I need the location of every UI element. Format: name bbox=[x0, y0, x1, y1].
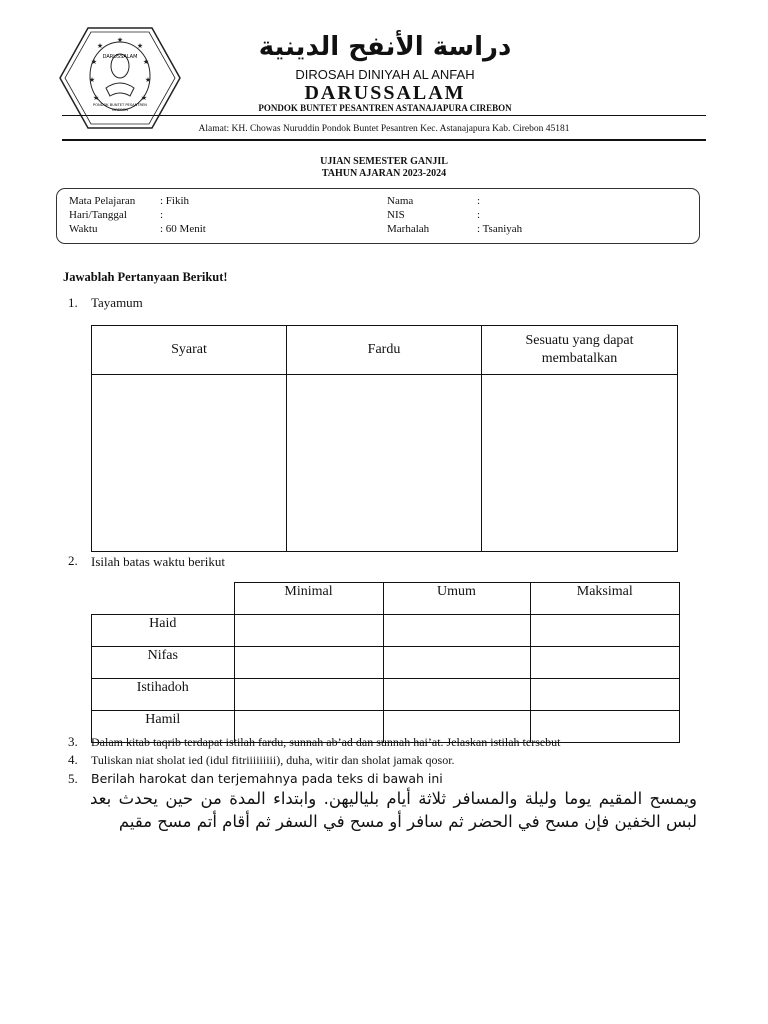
header-divider-thin bbox=[62, 115, 706, 116]
svg-text:★: ★ bbox=[96, 42, 104, 50]
info-value-subject: : Fikih bbox=[160, 195, 190, 207]
question-text-3: Dalam kitab taqrib terdapat istilah fardu, sunnah ab’ad dan sunnah hai’at. Jelaskan istilah tersebut bbox=[91, 735, 561, 749]
answer-cell[interactable] bbox=[530, 647, 680, 679]
svg-text:★: ★ bbox=[144, 76, 152, 84]
question-text-1: Tayamum bbox=[91, 295, 143, 310]
answer-cell-syarat[interactable] bbox=[92, 375, 287, 552]
svg-text:★: ★ bbox=[88, 76, 96, 84]
time-limit-table bbox=[91, 582, 680, 743]
info-label-subject: Mata Pelajaran bbox=[69, 195, 136, 207]
svg-text:★: ★ bbox=[140, 94, 148, 102]
institution-name: DARUSSALAM bbox=[304, 82, 466, 104]
question-text-4: Tuliskan niat sholat ied (idul fitriiiiiiiii), duha, witir dan sholat jamak qosor. bbox=[91, 753, 455, 767]
info-label-nis: NIS bbox=[387, 209, 405, 221]
student-info-box bbox=[56, 188, 700, 244]
svg-text:★: ★ bbox=[90, 58, 98, 66]
table-header-syarat: Syarat bbox=[92, 326, 287, 375]
question-text-5: Berilah harokat dan terjemahnya pada teks di bawah ini bbox=[91, 771, 443, 786]
answer-cell[interactable] bbox=[234, 647, 383, 679]
pondok-name: PONDOK BUNTET PESANTREN ASTANAJAPURA CIREBON bbox=[258, 103, 512, 113]
arabic-passage: ويمسح المقيم يوما وليلة والمسافر ثلاثة أيام بلياليهن. وابتداء المدة من حين يحدث بعد لبس الخفين فإن مسح في الحضر ثم سافر أو مسح في السفر ثم أقام أتم مسح مقيم bbox=[90, 789, 697, 831]
row-label-nifas: Nifas bbox=[92, 647, 235, 679]
info-value-nis: : bbox=[477, 209, 481, 221]
answer-cell[interactable] bbox=[383, 615, 530, 647]
svg-text:★: ★ bbox=[136, 42, 144, 50]
answer-cell[interactable] bbox=[234, 679, 383, 711]
latin-title: DIROSAH DINIYAH AL ANFAH bbox=[295, 67, 475, 82]
table-row bbox=[92, 647, 680, 679]
table-row bbox=[92, 679, 680, 711]
question-text-2: Isilah batas waktu berikut bbox=[91, 554, 225, 569]
question-number-2: 2. bbox=[68, 553, 78, 568]
table-corner bbox=[92, 583, 235, 615]
info-value-date: : bbox=[160, 209, 164, 221]
row-label-hamil: Hamil bbox=[92, 711, 235, 743]
table-header-membatalkan: Sesuatu yang dapat membatalkan bbox=[482, 326, 678, 375]
answer-cell[interactable] bbox=[383, 647, 530, 679]
svg-text:★: ★ bbox=[142, 58, 150, 66]
info-value-name: : bbox=[477, 195, 481, 207]
table-header-fardu: Fardu bbox=[287, 326, 482, 375]
question-number-4: 4. bbox=[68, 752, 78, 767]
info-label-name: Nama bbox=[387, 195, 414, 207]
row-label-istihadoh: Istihadoh bbox=[92, 679, 235, 711]
exam-title: UJIAN SEMESTER GANJIL bbox=[320, 156, 448, 167]
question-number-3: 3. bbox=[68, 734, 78, 749]
question-number-1: 1. bbox=[68, 295, 78, 310]
svg-text:★: ★ bbox=[116, 36, 124, 44]
question-number-5: 5. bbox=[68, 771, 78, 786]
info-value-time: : 60 Menit bbox=[160, 223, 206, 235]
table-row bbox=[92, 615, 680, 647]
arabic-title: دراسة الأنفح الدينية bbox=[258, 32, 512, 62]
answer-cell[interactable] bbox=[530, 679, 680, 711]
info-label-time: Waktu bbox=[69, 223, 98, 235]
info-value-marhalah: : Tsaniyah bbox=[477, 223, 523, 235]
exam-year: TAHUN AJARAN 2023-2024 bbox=[321, 168, 447, 179]
logo-bottom-text: PONDOK BUNTET PESANTREN bbox=[93, 103, 147, 107]
answer-cell-fardu[interactable] bbox=[287, 375, 482, 552]
logo-top-text: DARUSSALAM bbox=[102, 54, 138, 60]
svg-text:★: ★ bbox=[92, 94, 100, 102]
answer-cell[interactable] bbox=[234, 615, 383, 647]
table-header-maksimal: Maksimal bbox=[530, 583, 680, 615]
tayamum-table bbox=[91, 325, 678, 552]
logo-bottom-text-2: CIREBON bbox=[111, 108, 129, 112]
row-label-haid: Haid bbox=[92, 615, 235, 647]
address: Alamat: KH. Chowas Nuruddin Pondok Buntet Pesantren Kec. Astanajapura Kab. Cirebon 45181 bbox=[198, 124, 570, 134]
header-divider-thick bbox=[62, 139, 706, 141]
answer-cell[interactable] bbox=[530, 615, 680, 647]
info-label-marhalah: Marhalah bbox=[387, 223, 430, 235]
table-header-minimal: Minimal bbox=[234, 583, 383, 615]
answer-cell-membatalkan[interactable] bbox=[482, 375, 678, 552]
table-header-umum: Umum bbox=[383, 583, 530, 615]
answer-cell[interactable] bbox=[383, 679, 530, 711]
instructions: Jawablah Pertanyaan Berikut! bbox=[63, 270, 228, 284]
info-label-date: Hari/Tanggal bbox=[69, 209, 127, 221]
